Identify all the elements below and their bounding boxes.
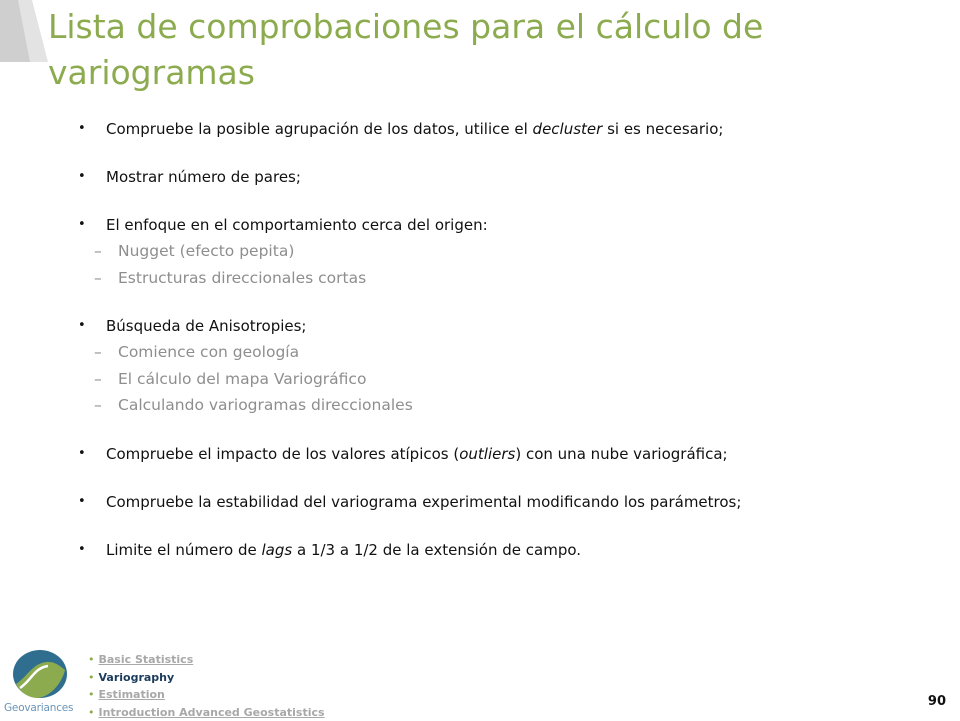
logo-emblem-icon bbox=[4, 646, 78, 702]
nav-bullet-icon: • bbox=[88, 653, 95, 666]
bullet-text: Compruebe la estabilidad del variograma experimental modificando los parámetros; bbox=[106, 493, 741, 511]
bullet-item bbox=[78, 537, 938, 563]
bullet-item bbox=[78, 164, 938, 190]
bullet-dot-icon: • bbox=[78, 116, 86, 142]
dash-icon: – bbox=[94, 339, 102, 366]
sub-item-text: Calculando variogramas direccionales bbox=[118, 396, 413, 414]
bullet-text: Limite el número de bbox=[106, 541, 262, 559]
bullet-dot-icon: • bbox=[78, 212, 86, 238]
dash-icon: – bbox=[94, 238, 102, 265]
bullet-item bbox=[78, 212, 938, 238]
corner-decoration bbox=[0, 0, 48, 62]
bullet-text: El enfoque en el comportamiento cerca del origen: bbox=[106, 216, 488, 234]
bullet-text: Mostrar número de pares; bbox=[106, 168, 301, 186]
bullet-item bbox=[78, 313, 938, 339]
bullet-emphasis: decluster bbox=[533, 120, 603, 138]
brand-name: Geovariances bbox=[4, 702, 73, 714]
bullet-item bbox=[78, 441, 938, 467]
page-number: 90 bbox=[928, 694, 946, 709]
geovariances-logo bbox=[4, 646, 78, 718]
sub-item bbox=[78, 366, 938, 393]
bullet-text: Compruebe la posible agrupación de los datos, utilice el bbox=[106, 120, 533, 138]
bullet-dot-icon: • bbox=[78, 164, 86, 190]
nav-link-estimation[interactable]: Estimation bbox=[99, 688, 165, 701]
nav-item[interactable] bbox=[88, 651, 325, 669]
nav-item[interactable] bbox=[88, 704, 325, 721]
bullet-emphasis: outliers bbox=[459, 445, 515, 463]
sub-item-text: Estructuras direccionales cortas bbox=[118, 269, 366, 287]
bullet-text: ) con una nube variográfica; bbox=[515, 445, 727, 463]
dash-icon: – bbox=[94, 392, 102, 419]
sub-list bbox=[78, 339, 938, 419]
sub-item bbox=[78, 238, 938, 265]
sub-item bbox=[78, 265, 938, 292]
bullet-text: si es necesario; bbox=[602, 120, 723, 138]
slide-title: Lista de comprobaciones para el cálculo de variogramas bbox=[48, 4, 928, 96]
nav-item-current bbox=[88, 669, 325, 687]
nav-bullet-icon: • bbox=[88, 671, 95, 684]
sub-item-text: El cálculo del mapa Variográfico bbox=[118, 370, 366, 388]
bullet-text: Compruebe el impacto de los valores atípicos ( bbox=[106, 445, 459, 463]
bullet-text: Búsqueda de Anisotropies; bbox=[106, 317, 306, 335]
bullet-item bbox=[78, 489, 938, 515]
bullet-item bbox=[78, 116, 938, 142]
nav-bullet-icon: • bbox=[88, 688, 95, 701]
bullet-emphasis: lags bbox=[262, 541, 293, 559]
dash-icon: – bbox=[94, 265, 102, 292]
nav-item[interactable] bbox=[88, 686, 325, 704]
bullet-text: a 1/3 a 1/2 de la extensión de campo. bbox=[292, 541, 581, 559]
sub-list bbox=[78, 238, 938, 291]
bullet-dot-icon: • bbox=[78, 489, 86, 515]
bullet-dot-icon: • bbox=[78, 313, 86, 339]
sub-item-text: Comience con geología bbox=[118, 343, 299, 361]
nav-link-basic-statistics[interactable]: Basic Statistics bbox=[99, 653, 194, 666]
checklist bbox=[78, 116, 938, 563]
sub-item bbox=[78, 339, 938, 366]
nav-bullet-icon: • bbox=[88, 706, 95, 719]
bullet-dot-icon: • bbox=[78, 441, 86, 467]
nav-current-variography: Variography bbox=[99, 671, 175, 684]
sub-item bbox=[78, 392, 938, 419]
section-nav bbox=[88, 651, 325, 721]
nav-link-introduction-advanced-geostatistics[interactable]: Introduction Advanced Geostatistics bbox=[99, 706, 325, 719]
sub-item-text: Nugget (efecto pepita) bbox=[118, 242, 294, 260]
bullet-dot-icon: • bbox=[78, 537, 86, 563]
dash-icon: – bbox=[94, 366, 102, 393]
